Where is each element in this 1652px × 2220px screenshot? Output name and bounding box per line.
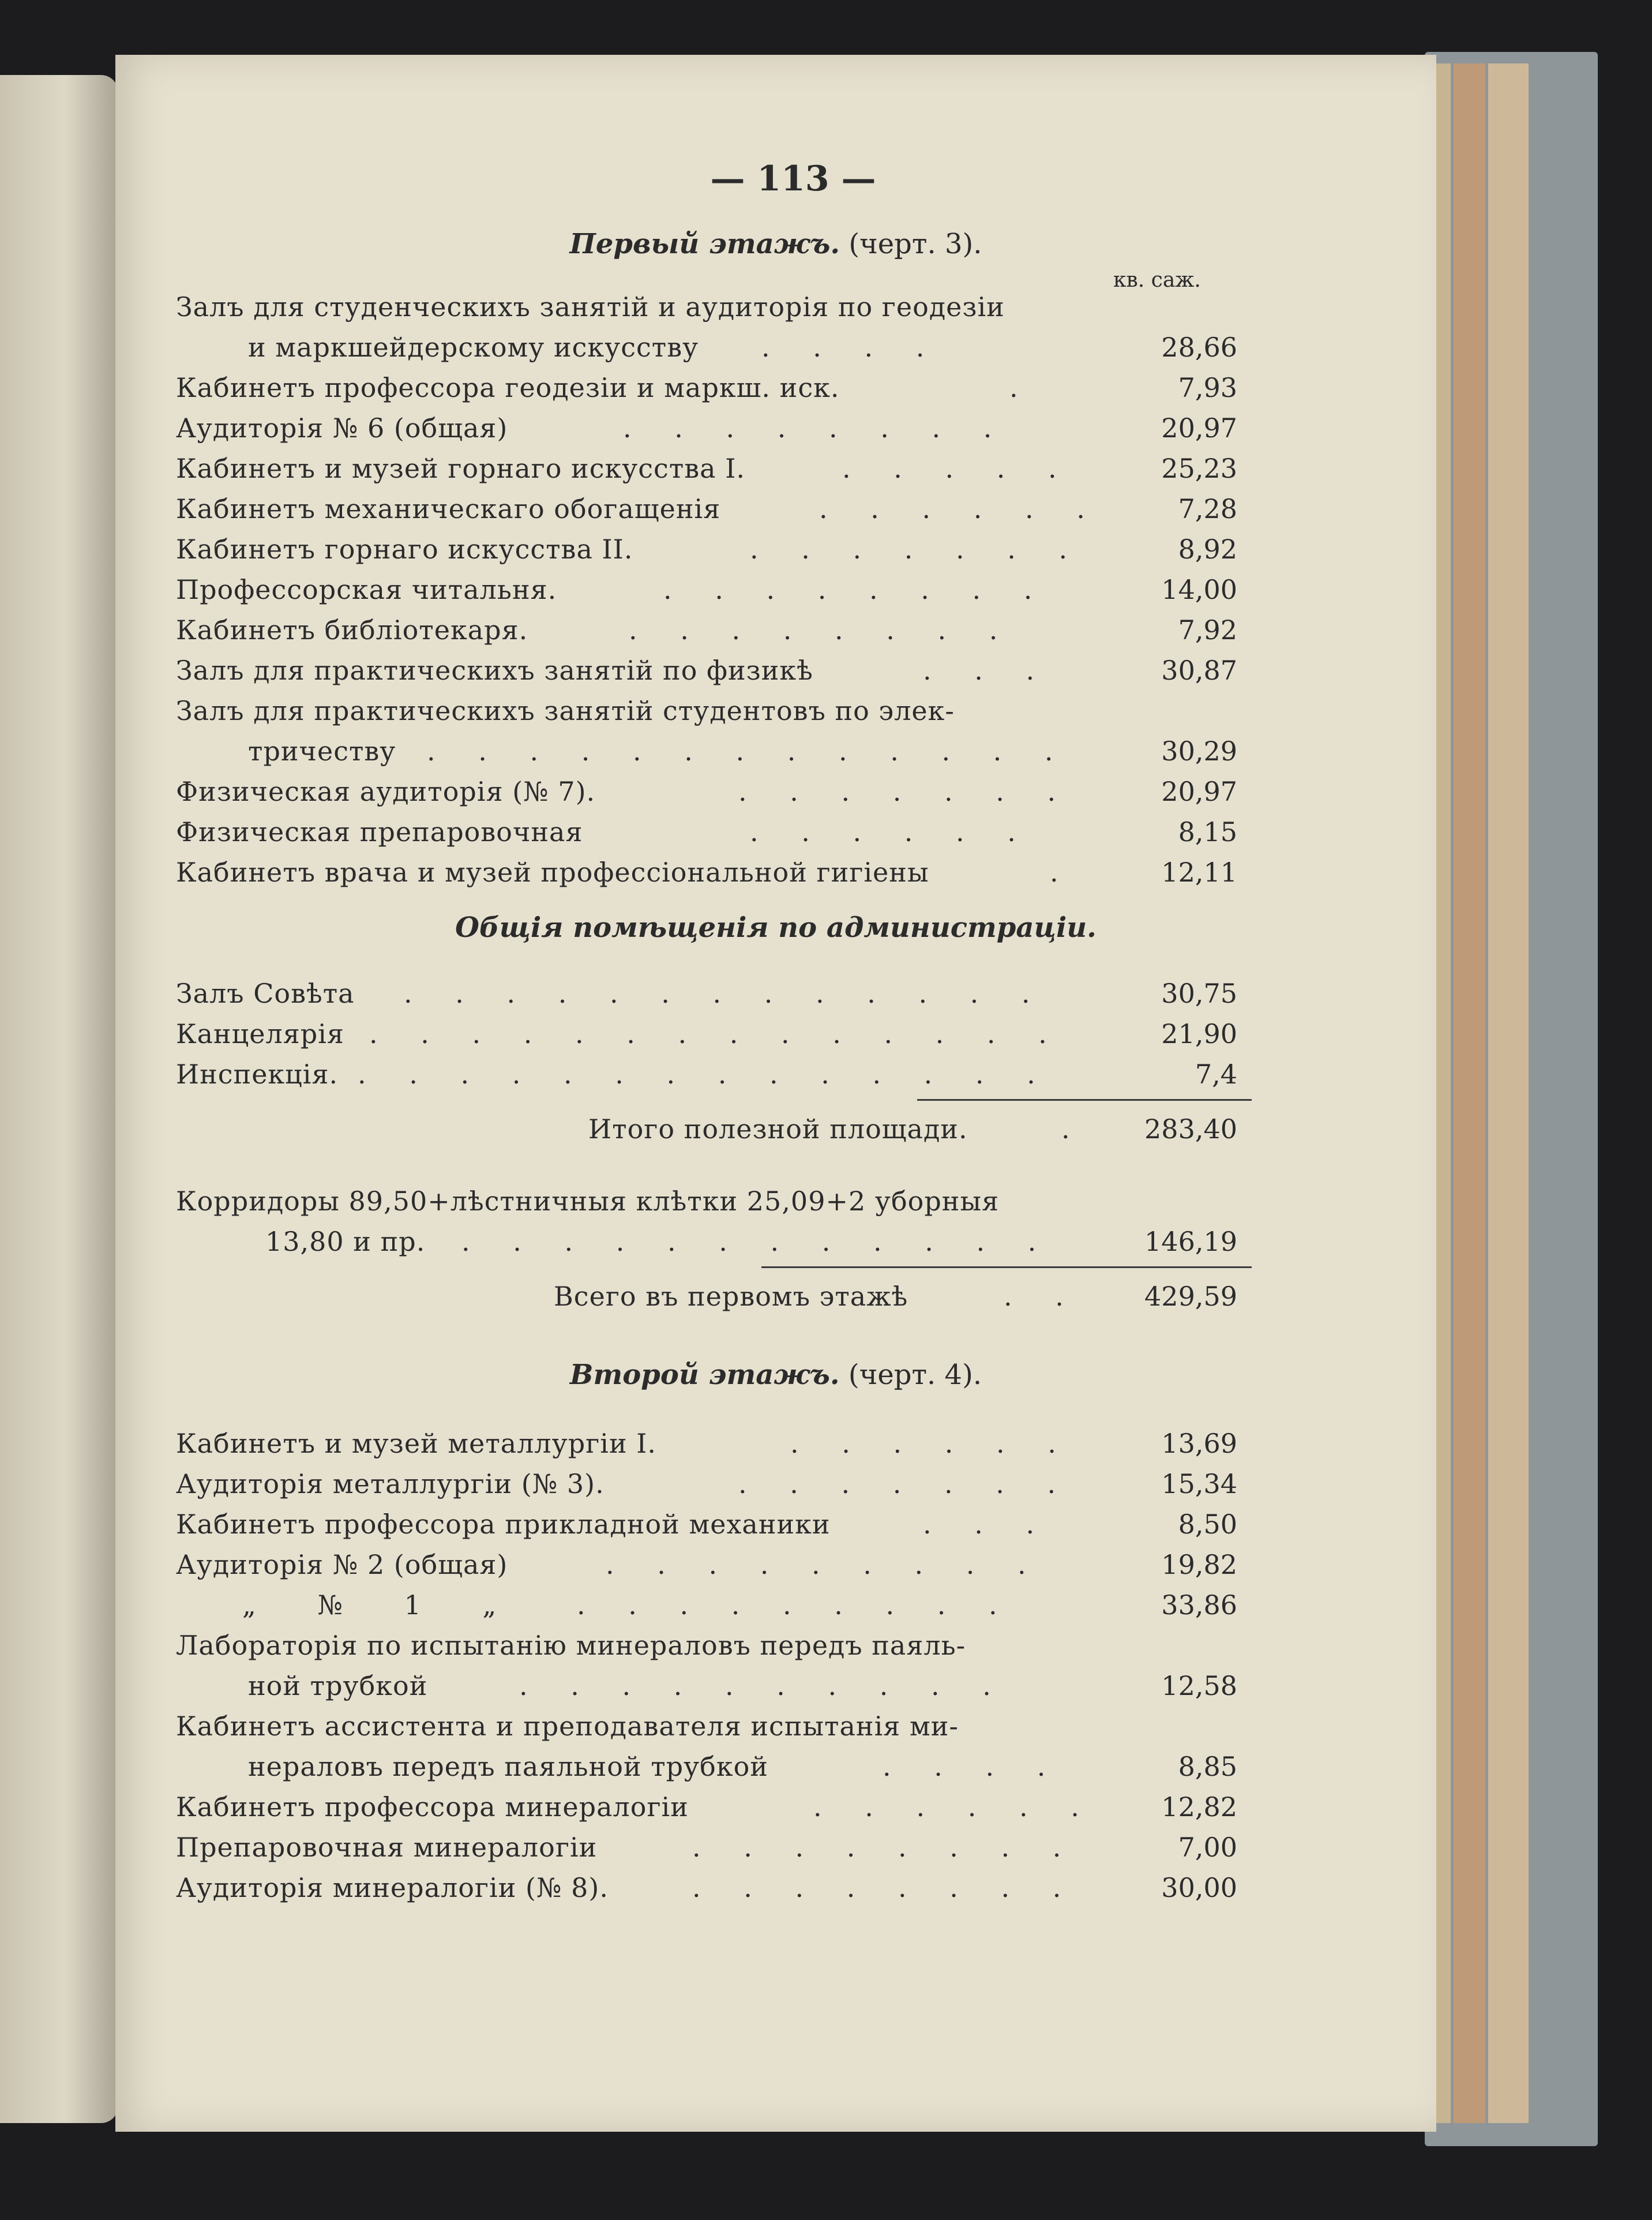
page-edge: [1488, 63, 1529, 2123]
table-row: Кабинетъ и музей металлургіи I. . . . . . . 13,69: [176, 1428, 1237, 1459]
table-row: Канцелярія . . . . . . . . . . . . . . 21,90: [176, 1018, 1237, 1049]
table-row: Кабинетъ ассистента и преподавателя испытанія ми-: [176, 1711, 959, 1742]
table-row: Корридоры 89,50+лѣстничныя клѣтки 25,09+2 уборныя: [176, 1186, 1000, 1217]
divider: [917, 1099, 1252, 1101]
table-row: Инспекція. . . . . . . . . . . . . . . 7,4: [176, 1059, 1237, 1090]
table-row: Препаровочная минералогіи . . . . . . . . 7,00: [176, 1832, 1237, 1863]
total-row: Всего въ первомъ этажѣ . . 429,59: [554, 1281, 1237, 1312]
table-row: нераловъ передъ паяльной трубкой . . . . 8,85: [248, 1751, 1237, 1782]
section-heading-first-floor: Первый этажъ. (черт. 3).: [569, 228, 982, 260]
table-row: тричеству . . . . . . . . . . . . . 30,29: [248, 736, 1237, 767]
table-row: Кабинетъ и музей горнаго искусства I. . . . . . 25,23: [176, 453, 1237, 484]
table-row: Аудиторія № 6 (общая) . . . . . . . . 20,97: [176, 412, 1237, 444]
table-row: Аудиторія минералогіи (№ 8). . . . . . . . . 30,00: [176, 1872, 1237, 1903]
table-row: Профессорская читальня. . . . . . . . . 14,00: [176, 574, 1237, 605]
table-row: „ № 1 „ . . . . . . . . . 33,86: [242, 1589, 1237, 1621]
table-row: Физическая аудиторія (№ 7). . . . . . . . 20,97: [176, 776, 1237, 807]
table-row: Кабинетъ библіотекаря. . . . . . . . . 7,92: [176, 614, 1237, 646]
table-row: ной трубкой . . . . . . . . . . 12,58: [248, 1670, 1237, 1701]
table-row: Кабинетъ профессора прикладной механики . . . 8,50: [176, 1509, 1237, 1540]
table-row: Кабинетъ профессора минералогіи . . . . . . 12,82: [176, 1791, 1237, 1822]
left-facing-page: [0, 75, 118, 2123]
unit-header: кв. саж.: [1113, 268, 1201, 292]
section-heading-second-floor: Второй этажъ. (черт. 4).: [569, 1359, 982, 1391]
page-number: — 113 —: [710, 159, 876, 199]
table-row: Аудиторія № 2 (общая) . . . . . . . . . 19,82: [176, 1549, 1237, 1580]
book-page: [115, 55, 1436, 2132]
table-row: Залъ Совѣта . . . . . . . . . . . . . 30,75: [176, 978, 1237, 1009]
table-row: Залъ для студенческихъ занятій и аудиторія по геодезіи: [176, 291, 1005, 322]
table-row: Кабинетъ горнаго искусства II. . . . . . . . 8,92: [176, 534, 1237, 565]
section-heading-admin: Общія помѣщенія по администраціи.: [455, 912, 1097, 944]
page-edge: [1454, 63, 1485, 2123]
table-row: Кабинетъ профессора геодезіи и маркш. иск. . 7,93: [176, 372, 1237, 403]
table-row: 13,80 и пр. . . . . . . . . . . . . 146,19: [265, 1226, 1237, 1257]
table-row: Лабораторія по испытанію минераловъ передъ паяль-: [176, 1630, 966, 1661]
table-row: Залъ для практическихъ занятій по физикѣ . . . 30,87: [176, 655, 1237, 686]
table-row: Аудиторія металлургіи (№ 3). . . . . . . . 15,34: [176, 1468, 1237, 1499]
table-row: и маркшейдерскому искусству . . . . 28,66: [248, 332, 1237, 363]
divider: [761, 1266, 1252, 1268]
table-row: Кабинетъ механическаго обогащенія . . . . . . 7,28: [176, 493, 1237, 524]
table-row: Залъ для практическихъ занятій студентовъ по элек-: [176, 695, 955, 726]
subtotal-row: Итого полезной площади. . 283,40: [588, 1113, 1237, 1145]
table-row: Кабинетъ врача и музей профессіональной гигіены . 12,11: [176, 857, 1237, 888]
table-row: Физическая препаровочная . . . . . . 8,15: [176, 816, 1237, 847]
